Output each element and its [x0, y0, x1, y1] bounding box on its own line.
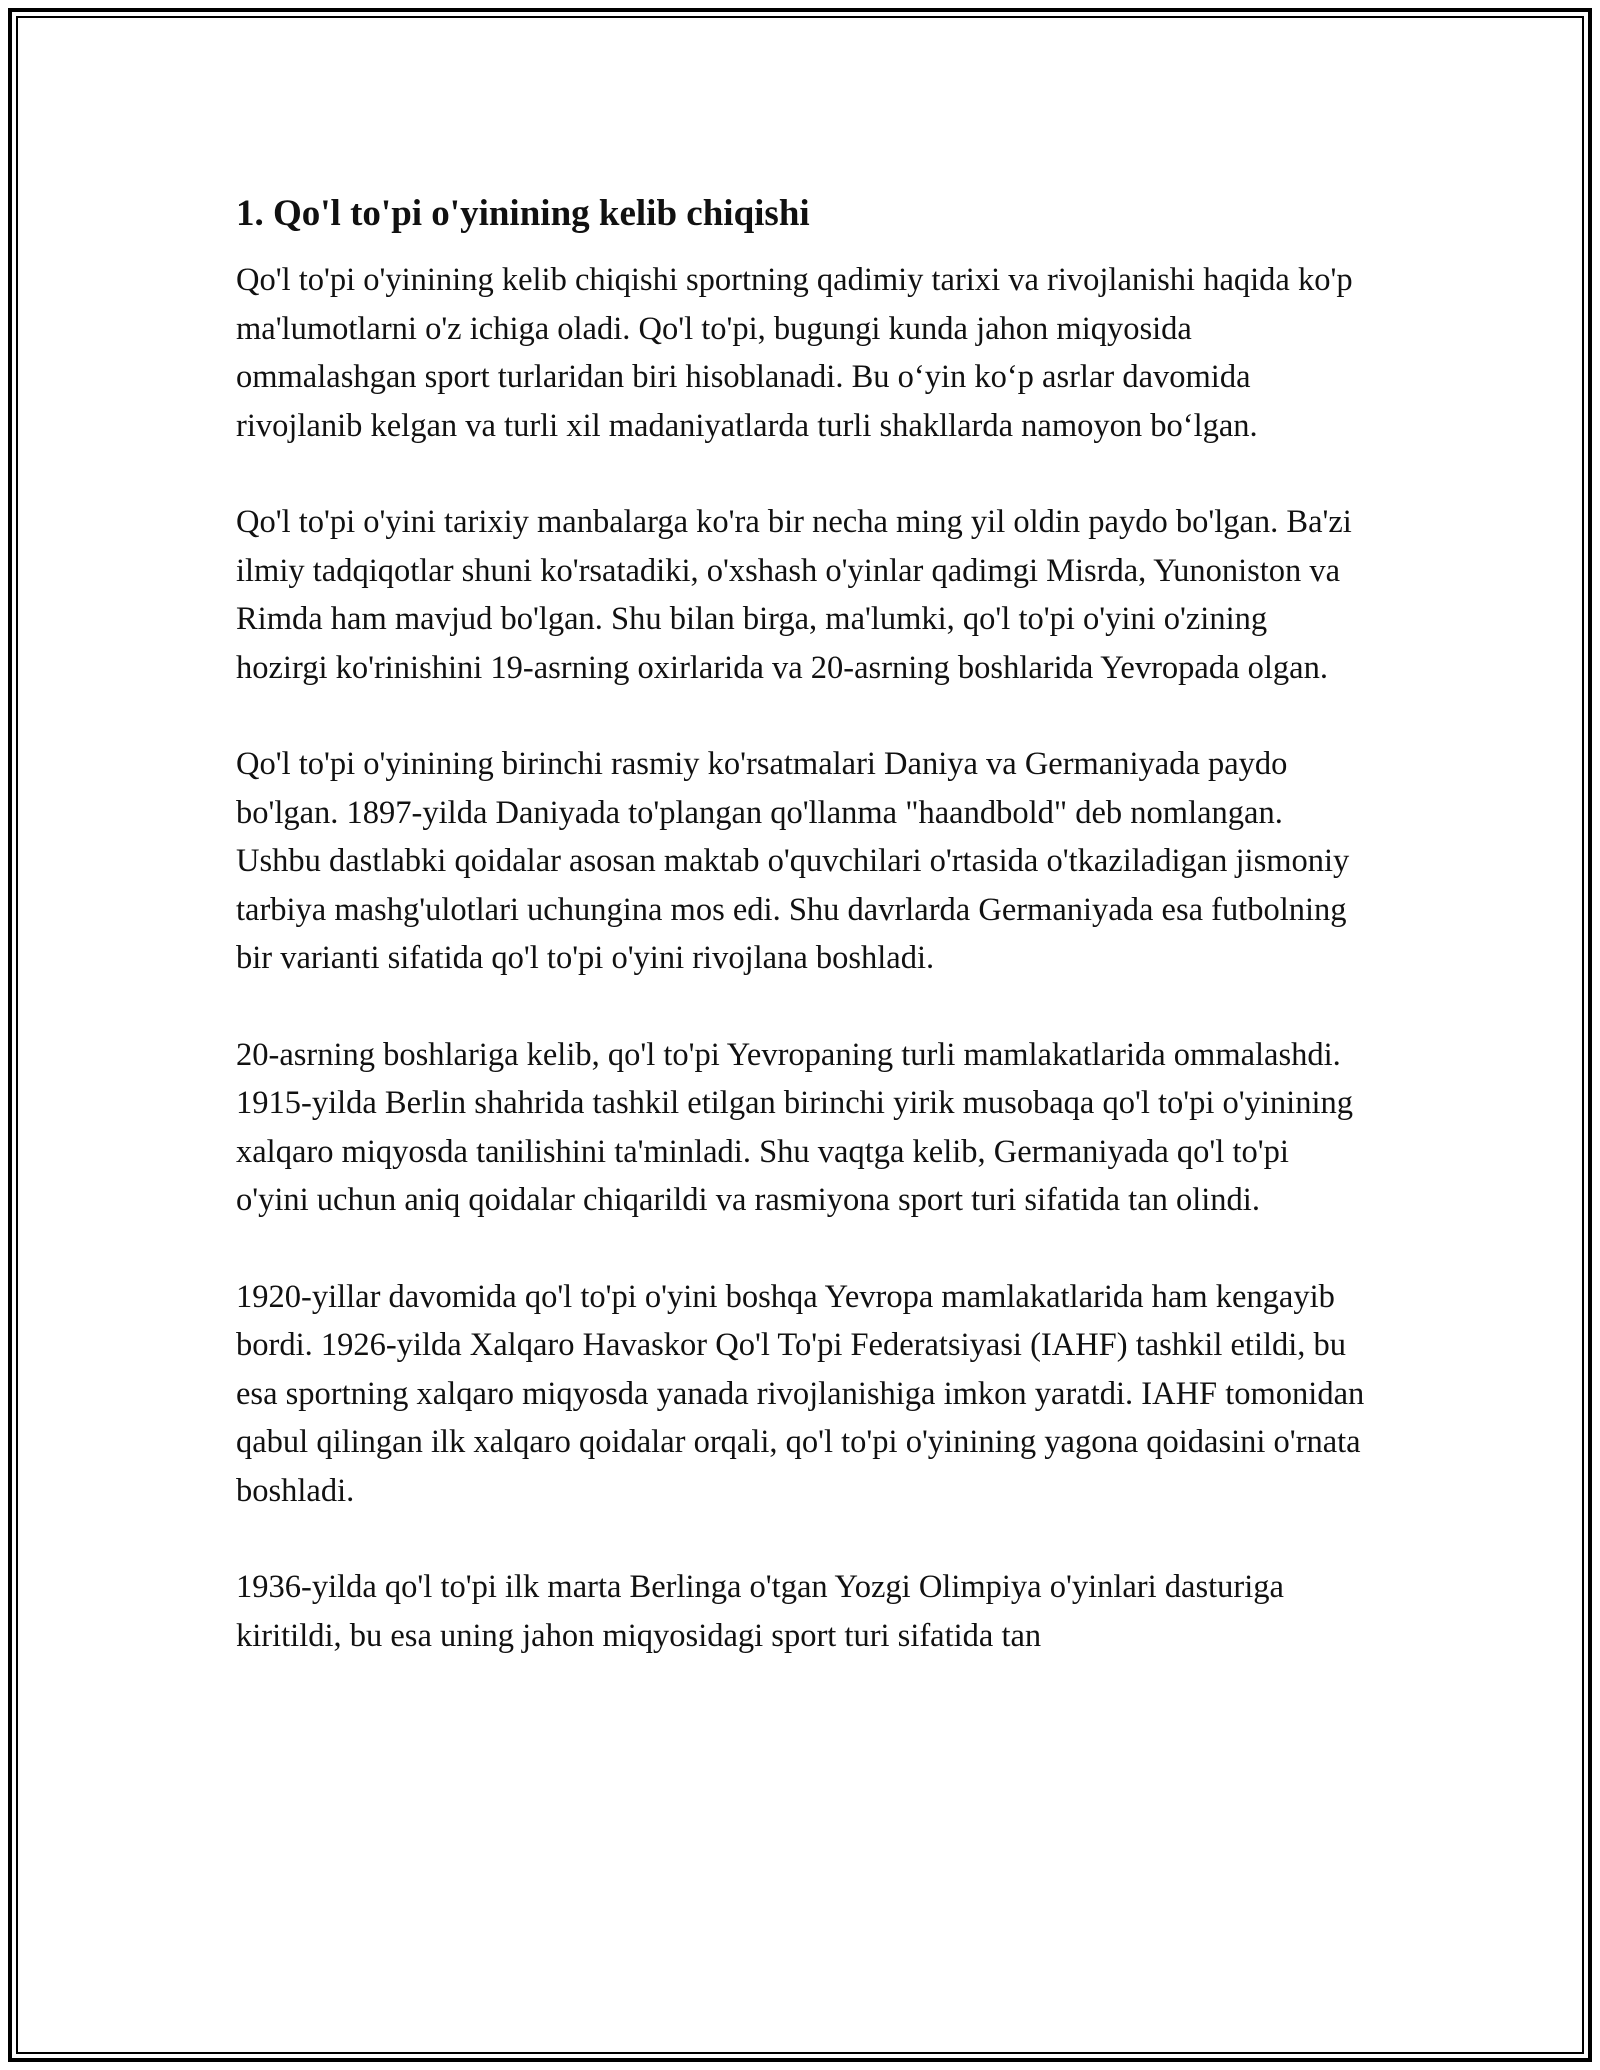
paragraph-6: 1936-yilda qo'l to'pi ilk marta Berlinga o'tgan Yozgi Olimpiya o'yinlari dasturiga kiritildi, bu esa uning jahon miqyosidagi sport turi sifatida tan [236, 1569, 1284, 1654]
document-body [236, 186, 1366, 1708]
paragraph-4: 20-asrning boshlariga kelib, qo'l to'pi Yevropaning turli mamlakatlarida ommalashdi. 1915-yilda Berlin shahrida tashkil etilgan birinchi yirik musobaqa qo'l to'pi o'yinining xalqaro miqyosda tanilishini ta'minladi. Shu vaqtga kelib, Germaniyada qo'l to'pi o'yini uchun aniq qoidalar chiqarildi va rasmiyona sport turi sifatida tan olindi. [236, 1036, 1353, 1218]
paragraph-2: Qo'l to'pi o'yini tarixiy manbalarga ko'ra bir necha ming yil oldin paydo bo'lgan. Ba'zi ilmiy tadqiqotlar shuni ko'rsatadiki, o'xshash o'yinlar qadimgi Misrda, Yunoniston va Rimda ham mavjud bo'lgan. Shu bilan birga, ma'lumki, qo'l to'pi o'yini o'zining hozirgi ko'rinishini 19-asrning oxirlarida va 20-asrning boshlarida Yevropada olgan. [236, 504, 1352, 686]
section-heading: 1. Qo'l to'pi o'yinining kelib chiqishi [236, 193, 810, 234]
paragraph-3: Qo'l to'pi o'yinining birinchi rasmiy ko'rsatmalari Daniya va Germaniyada paydo bo'lgan. 1897-yilda Daniyada to'plangan qo'llanma "haandbold" deb nomlangan. Ushbu dastlabki qoidalar asosan maktab o'quvchilari o'rtasida o'tkaziladigan jismoniy tarbiya mashg'ulotlari uchungina mos edi. Shu davrlarda Germaniyada esa futbolning bir varianti sifatida qo'l to'pi o'yini rivojlana boshladi. [236, 746, 1350, 976]
paragraph-5: 1920-yillar davomida qo'l to'pi o'yini boshqa Yevropa mamlakatlarida ham kengayib bordi. 1926-yilda Xalqaro Havaskor Qo'l To'pi Federatsiyasi (IAHF) tashkil etildi, bu esa sportning xalqaro miqyosda yanada rivojlanishiga imkon yaratdi. IAHF tomonidan qabul qilingan ilk xalqaro qoidalar orqali, qo'l to'pi o'yinining yagona qoidasini o'rnata boshladi. [236, 1278, 1365, 1509]
paragraph-1: Qo'l to'pi o'yinining kelib chiqishi sportning qadimiy tarixi va rivojlanishi haqida ko'p ma'lumotlarni o'z ichiga oladi. Qo'l to'pi, bugungi kunda jahon miqyosida ommalashgan sport turlaridan biri hisoblanadi. Bu o‘yin ko‘p asrlar davomida rivojlanib kelgan va turli xil madaniyatlarda turli shakllarda namoyon bo‘lgan. [236, 262, 1353, 444]
